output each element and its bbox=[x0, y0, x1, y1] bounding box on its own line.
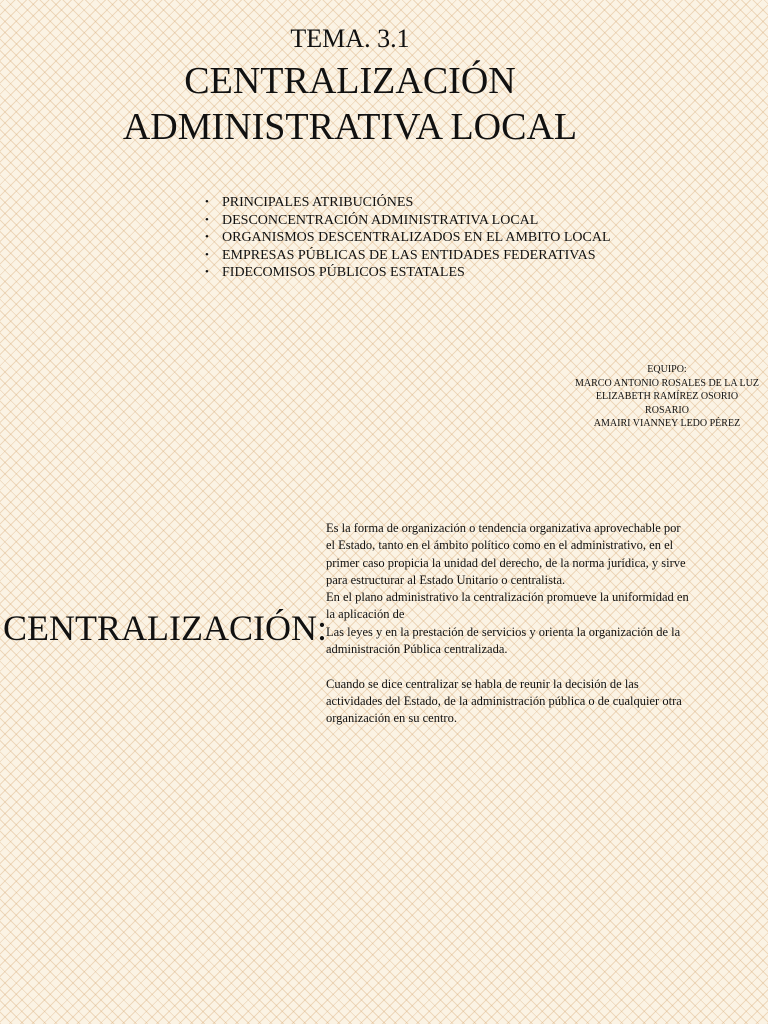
team-member: AMAIRI VIANNEY LEDO PÉREZ bbox=[593, 418, 741, 429]
title-line-2: ADMINISTRATIVA LOCAL bbox=[122, 106, 578, 148]
topic-label: PRINCIPALES ATRIBUCIÓNES bbox=[222, 195, 414, 210]
text-line: organización en su centro. bbox=[326, 711, 457, 726]
list-item bbox=[200, 194, 611, 212]
topic-label: DESCONCENTRACIÓN ADMINISTRATIVA LOCAL bbox=[222, 212, 539, 228]
team-member: MARCO ANTONIO ROSALES DE LA LUZ bbox=[575, 377, 759, 389]
list-item bbox=[200, 247, 611, 265]
text-line: administración Pública centralizada. bbox=[326, 642, 508, 657]
topic-label: ORGANISMOS DESCENTRALIZADOS EN EL AMBITO LOCAL bbox=[222, 230, 611, 245]
text-line: para estructurar al Estado Unitario o centralista. bbox=[326, 572, 566, 587]
list-item bbox=[200, 212, 611, 230]
list-item bbox=[200, 229, 611, 247]
text-line: Es la forma de organización o tendencia organizativa aprovechable por bbox=[326, 521, 681, 535]
topic-label: EMPRESAS PÚBLICAS DE LAS ENTIDADES FEDERATIVAS bbox=[222, 247, 596, 263]
text-line: En el plano administrativo la centralización promueve la uniformidad en bbox=[326, 590, 689, 605]
text-line: primer caso propicia la unidad del derecho, de la norma jurídica, y sirve bbox=[326, 555, 686, 570]
text-line: actividades del Estado, de la administración pública o de cualquier otra bbox=[326, 693, 682, 708]
team-label: EQUIPO: bbox=[647, 364, 687, 375]
topic-label: FIDECOMISOS PÚBLICOS ESTATALES bbox=[222, 265, 465, 280]
text-line: el Estado, tanto en el ámbito político como en el administrativo, en el bbox=[326, 538, 674, 553]
text-line: la aplicación de bbox=[326, 607, 405, 622]
text-line: Las leyes y en la prestación de servicios y orienta la organización de la bbox=[326, 624, 681, 639]
bullet-icon: • bbox=[205, 231, 209, 243]
text-line: Cuando se dice centralizar se habla de reunir la decisión de las bbox=[326, 676, 639, 691]
list-item bbox=[200, 264, 611, 282]
section-heading: CENTRALIZACIÓN: bbox=[3, 608, 327, 648]
bullet-icon: • bbox=[205, 196, 209, 208]
team-member: ELIZABETH RAMÍREZ OSORIO bbox=[595, 391, 739, 402]
bullet-icon: • bbox=[205, 213, 209, 226]
bullet-icon: • bbox=[205, 266, 209, 278]
bullet-icon: • bbox=[205, 248, 209, 261]
topic-list bbox=[200, 194, 611, 282]
team-member: ROSARIO bbox=[645, 404, 689, 416]
team-credits bbox=[562, 363, 768, 431]
document-title bbox=[0, 58, 700, 150]
title-line-1: CENTRALIZACIÓN bbox=[184, 60, 516, 102]
definition-text bbox=[326, 520, 756, 728]
topic-number: TEMA. 3.1 bbox=[290, 24, 410, 53]
paragraph-gap bbox=[326, 658, 756, 675]
